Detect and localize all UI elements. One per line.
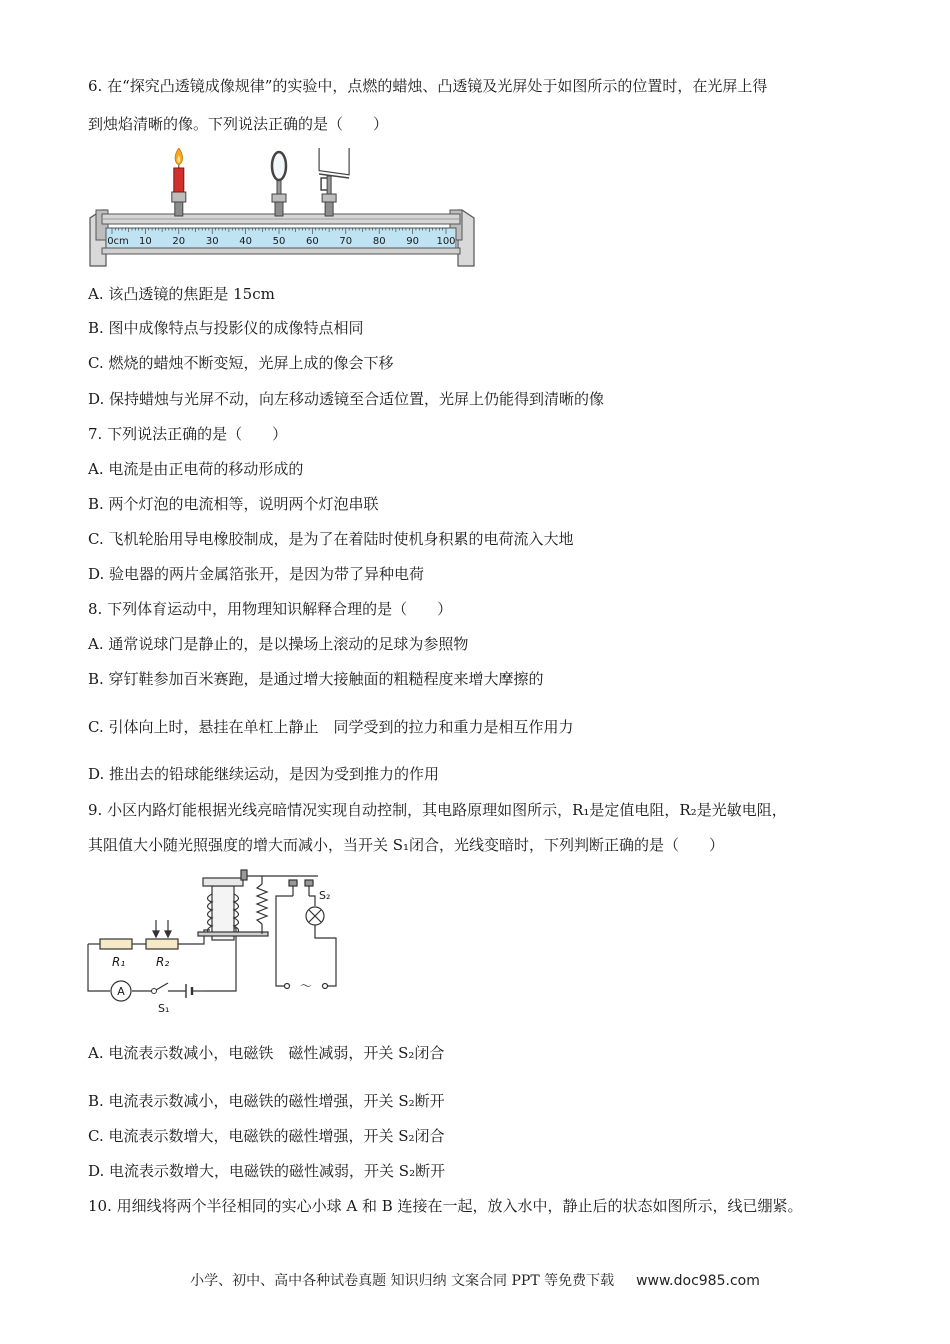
q7-option-d: D. 验电器的两片金属箔张开，是因为带了异种电荷: [88, 565, 425, 583]
q7-stem: 7. 下列说法正确的是（ ）: [88, 425, 288, 443]
scale-label: 60: [306, 236, 319, 247]
scale-label: 20: [172, 236, 186, 247]
lens-holder: [272, 152, 286, 216]
footer-url[interactable]: www.doc985.com: [636, 1273, 760, 1289]
scale-label: 50: [272, 236, 286, 247]
q9-stem-line2: 其阻值大小随光照强度的增大而减小，当开关 S₁闭合，光线变暗时，下列判断正确的是（ ）: [88, 836, 725, 854]
q6-stem-line2: 到烛焰清晰的像。下列说法正确的是（ ）: [88, 115, 389, 133]
resistor-r1: [100, 939, 132, 949]
q8-option-c: C. 引体向上时，悬挂在单杠上静止 同学受到的拉力和重力是相互作用力: [88, 718, 574, 736]
light-screen: [319, 148, 349, 175]
scale-label: 100: [436, 236, 456, 247]
q9-option-c: C. 电流表示数增大，电磁铁的磁性增强，开关 S₂闭合: [88, 1127, 445, 1145]
light-arrows-icon: [153, 920, 171, 937]
label-r1: R₁: [112, 955, 126, 969]
q7-option-b: B. 两个灯泡的电流相等，说明两个灯泡串联: [88, 495, 379, 513]
label-s1: S₁: [158, 1002, 170, 1015]
q6-stem-line1: 6. 在“探究凸透镜成像规律”的实验中，点燃的蜡烛、凸透镜及光屏处于如图所示的位置时，在光屏上得: [88, 77, 768, 95]
q9-option-b: B. 电流表示数减小，电磁铁的磁性增强，开关 S₂断开: [88, 1092, 445, 1110]
resistor-r2: [146, 939, 178, 949]
scale-label: 10: [139, 236, 152, 247]
scale-label: 0cm: [107, 236, 129, 247]
q6-option-a: A. 该凸透镜的焦距是 15cm: [88, 285, 275, 303]
switch-s1: [156, 983, 168, 990]
page-footer: [0, 1270, 950, 1290]
q8-stem: 8. 下列体育运动中，用物理知识解释合理的是（ ）: [88, 600, 453, 618]
q10-stem: 10. 用细线将两个半径相同的实心小球 A 和 B 连接在一起，放入水中，静止后的状态如图所示，线已绷紧。: [88, 1197, 803, 1215]
label-s2: S₂: [319, 889, 331, 902]
label-ammeter: A: [117, 985, 125, 998]
label-ac: ～: [299, 979, 313, 993]
q8-option-d: D. 推出去的铅球能继续运动，是因为受到推力的作用: [88, 765, 440, 783]
q8-option-a: A. 通常说球门是静止的，是以操场上滚动的足球为参照物: [88, 635, 469, 653]
q7-option-a: A. 电流是由正电荷的移动形成的: [88, 460, 304, 478]
q8-option-b: B. 穿钉鞋参加百米赛跑，是通过增大接触面的粗糙程度来增大摩擦的: [88, 670, 544, 688]
candle: [174, 168, 184, 192]
convex-lens: [272, 152, 286, 180]
label-r2: R₂: [156, 955, 170, 969]
candle-holder: [172, 148, 186, 216]
optical-bench-figure: [88, 148, 478, 270]
q7-option-c: C. 飞机轮胎用导电橡胶制成，是为了在着陆时使机身积累的电荷流入大地: [88, 530, 574, 548]
footer-text: 小学、初中、高中各种试卷真题 知识归纳 文案合同 PPT 等免费下载: [190, 1273, 615, 1289]
scale-label: 40: [239, 236, 252, 247]
scale-label: 80: [372, 236, 386, 247]
q9-option-a: A. 电流表示数减小，电磁铁 磁性减弱，开关 S₂闭合: [88, 1044, 445, 1062]
q6-option-c: C. 燃烧的蜡烛不断变短，光屏上成的像会下移: [88, 354, 394, 372]
q6-option-d: D. 保持蜡烛与光屏不动，向左移动透镜至合适位置，光屏上仍能得到清晰的像: [88, 390, 605, 408]
circuit-figure: [86, 868, 356, 1018]
q6-option-b: B. 图中成像特点与投影仪的成像特点相同: [88, 319, 364, 337]
q9-option-d: D. 电流表示数增大，电磁铁的磁性减弱，开关 S₂断开: [88, 1162, 446, 1180]
scale-label: 70: [339, 236, 353, 247]
scale-label: 90: [406, 236, 419, 247]
scale-label: 30: [205, 236, 219, 247]
q9-stem-line1: 9. 小区内路灯能根据光线亮暗情况实现自动控制，其电路原理如图所示，R₁是定值电阻，R₂是光敏电阻，: [88, 801, 787, 819]
screen-holder: [319, 148, 349, 216]
